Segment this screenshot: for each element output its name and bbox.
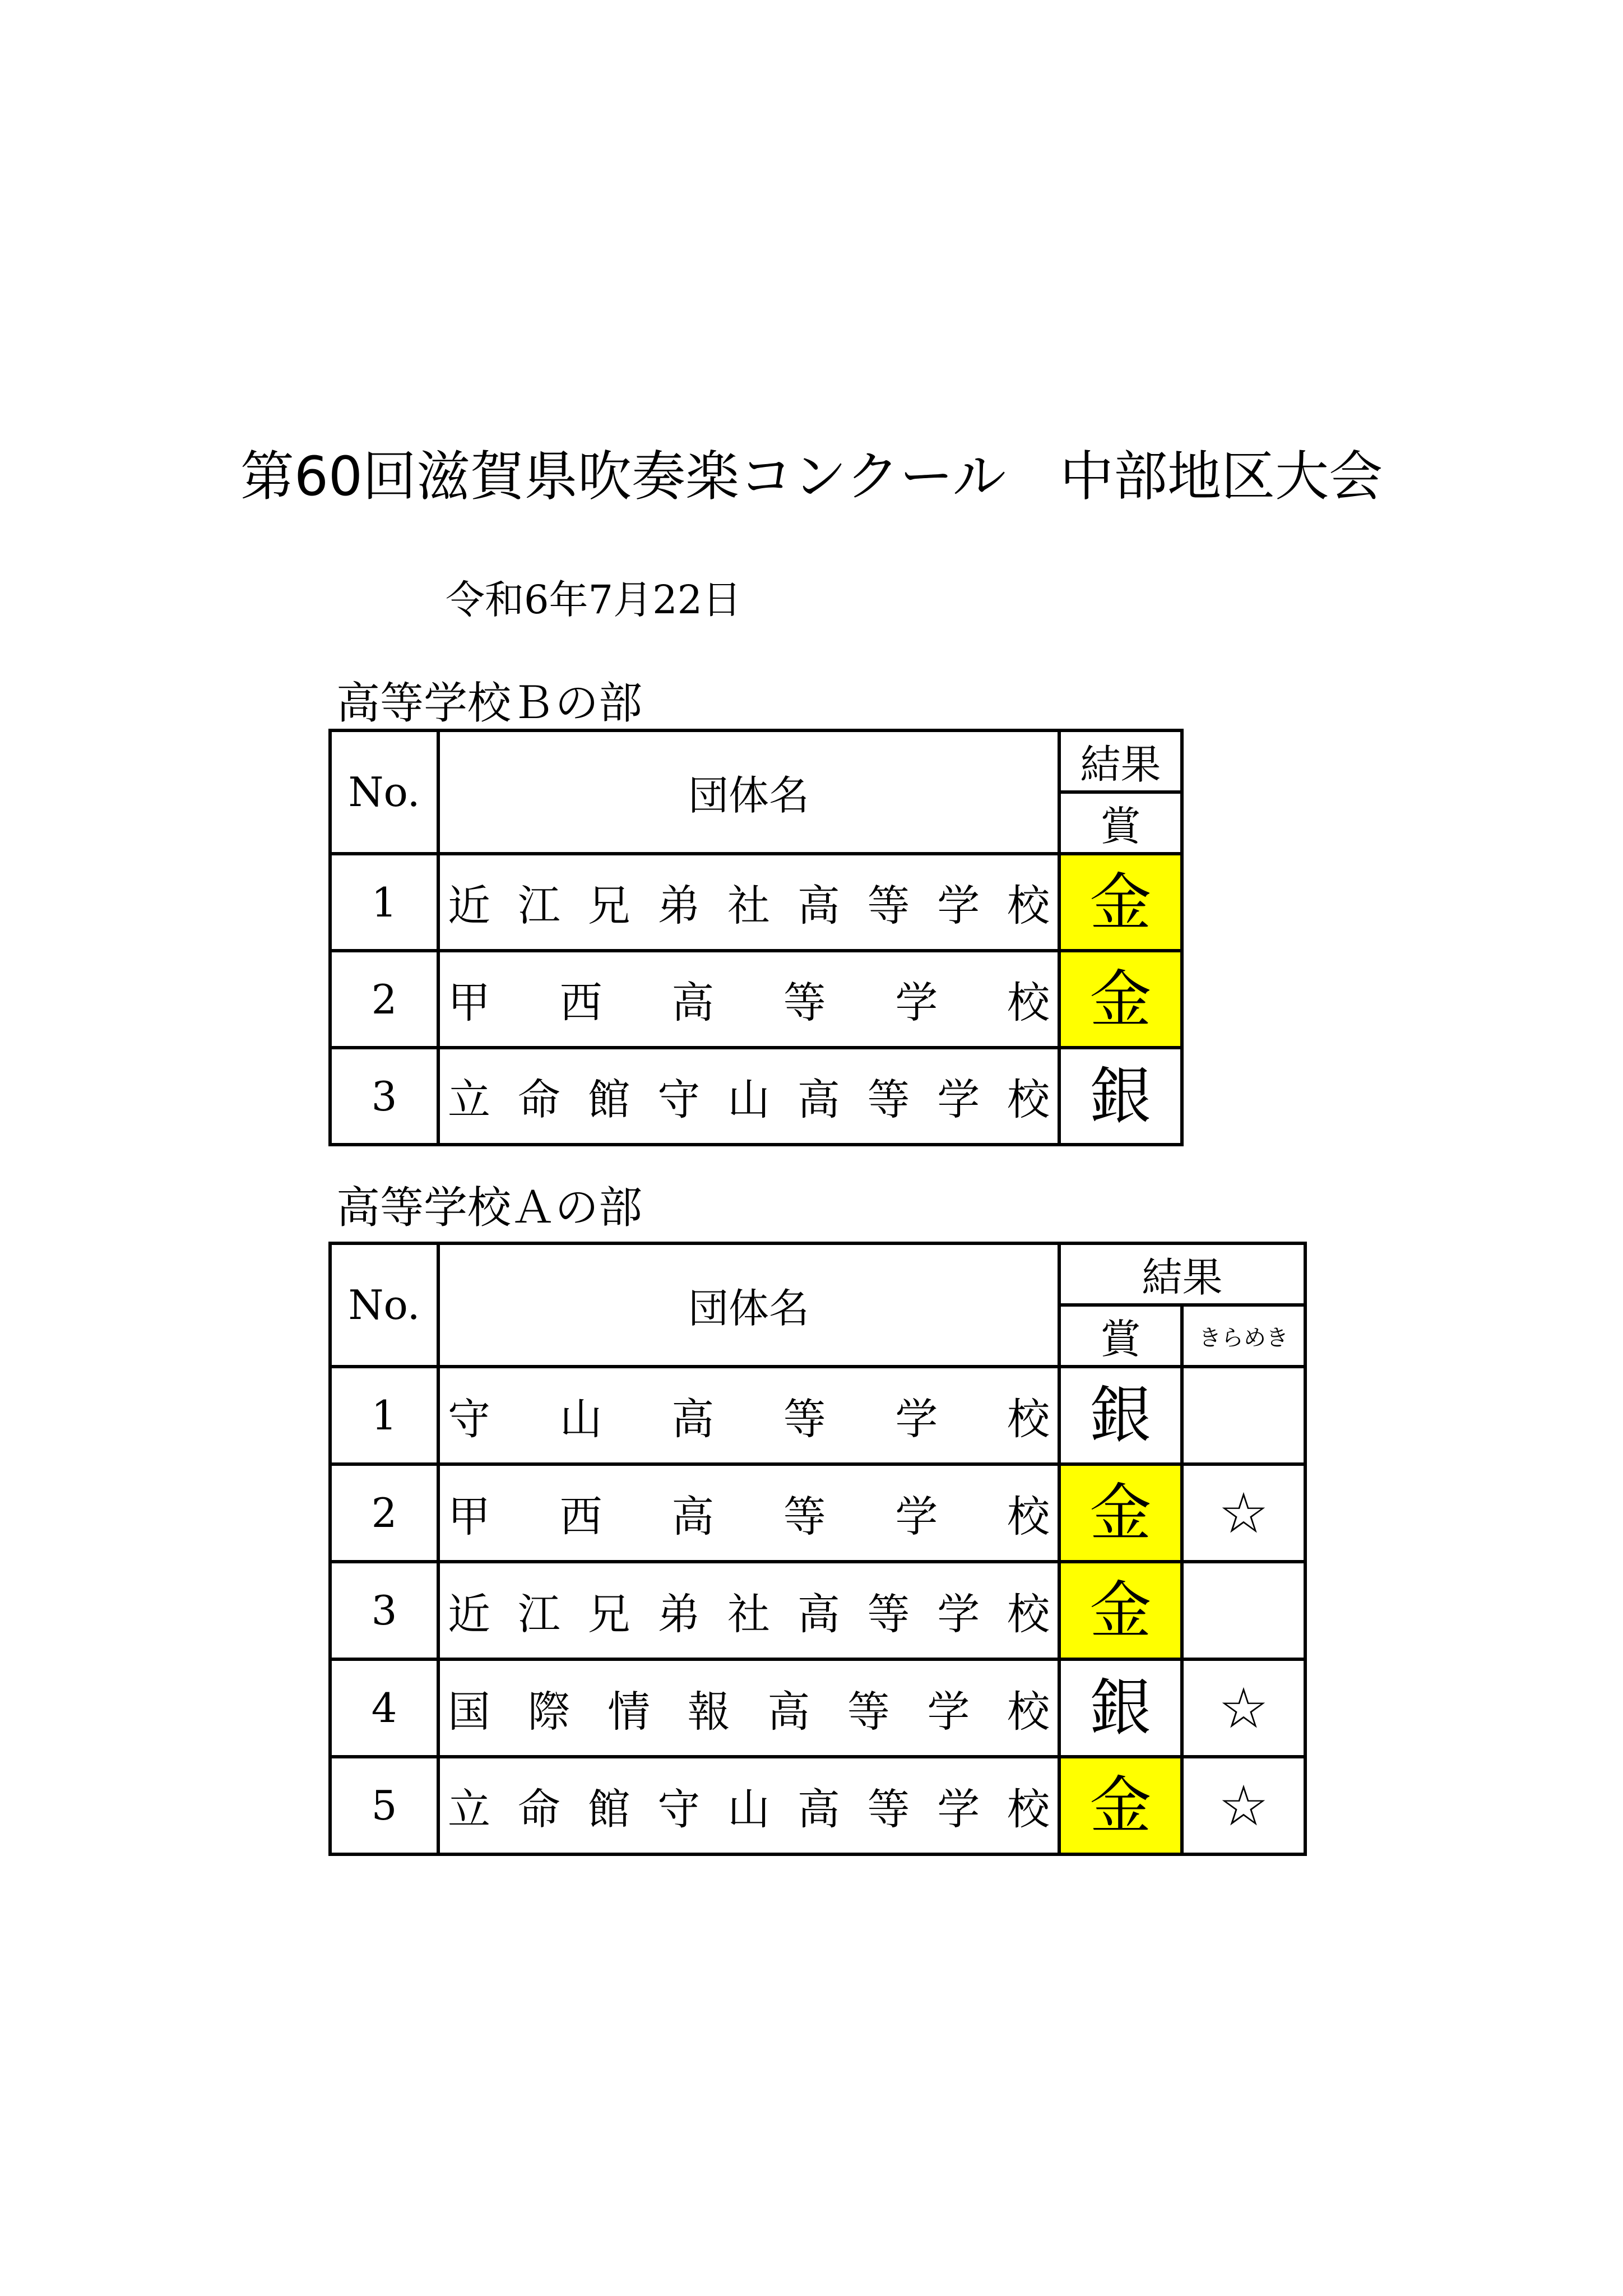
section-a-label: 高等学校Ａの部 xyxy=(336,1183,643,1233)
event-date: 令和6年7月22日 xyxy=(446,577,742,623)
school-name: 守 山 高 等 学 校 xyxy=(448,1394,1050,1444)
row-number: 3 xyxy=(330,1048,438,1145)
award-silver: 銀 xyxy=(1059,1659,1182,1757)
school-name-cell xyxy=(438,1562,1059,1659)
header-name: 団体名 xyxy=(438,730,1059,854)
kirameki-star: ☆ xyxy=(1182,1464,1305,1562)
table-row xyxy=(330,951,1182,1048)
table-row xyxy=(330,1659,1305,1757)
results-table-a xyxy=(328,1242,1307,1856)
school-name: 甲 西 高 等 学 校 xyxy=(448,1491,1050,1542)
header-kirameki: きらめき xyxy=(1182,1305,1305,1367)
header-no: No. xyxy=(330,730,438,854)
school-name-cell xyxy=(438,951,1059,1048)
row-number: 3 xyxy=(330,1562,438,1659)
award-gold: 金 xyxy=(1059,1757,1182,1854)
school-name: 近 江 兄 弟 社 高 等 学 校 xyxy=(448,1589,1050,1639)
header-name: 団体名 xyxy=(438,1243,1059,1367)
award-silver: 銀 xyxy=(1059,1048,1182,1145)
school-name: 国 際 情 報 高 等 学 校 xyxy=(448,1686,1050,1737)
school-name: 近 江 兄 弟 社 高 等 学 校 xyxy=(448,881,1050,931)
award-silver: 銀 xyxy=(1059,1367,1182,1464)
school-name-cell xyxy=(438,1367,1059,1464)
header-result: 結果 xyxy=(1059,730,1182,792)
school-name-cell xyxy=(438,1659,1059,1757)
school-name-cell xyxy=(438,1048,1059,1145)
row-number: 1 xyxy=(330,854,438,951)
header-award: 賞 xyxy=(1059,792,1182,854)
kirameki-star xyxy=(1182,1367,1305,1464)
row-number: 1 xyxy=(330,1367,438,1464)
header-award: 賞 xyxy=(1059,1305,1182,1367)
kirameki-star xyxy=(1182,1562,1305,1659)
kirameki-star: ☆ xyxy=(1182,1659,1305,1757)
row-number: 5 xyxy=(330,1757,438,1854)
award-gold: 金 xyxy=(1059,1464,1182,1562)
school-name: 立 命 館 守 山 高 等 学 校 xyxy=(448,1784,1050,1834)
results-table-b xyxy=(328,729,1184,1146)
award-gold: 金 xyxy=(1059,1562,1182,1659)
school-name: 立 命 館 守 山 高 等 学 校 xyxy=(448,1075,1050,1124)
award-gold: 金 xyxy=(1059,854,1182,951)
table-row xyxy=(330,1757,1305,1854)
school-name: 甲 西 高 等 学 校 xyxy=(448,978,1050,1027)
table-row xyxy=(330,854,1182,951)
row-number: 4 xyxy=(330,1659,438,1757)
school-name-cell xyxy=(438,854,1059,951)
school-name-cell xyxy=(438,1757,1059,1854)
section-b-label: 高等学校Ｂの部 xyxy=(336,678,643,729)
table-row xyxy=(330,1048,1182,1145)
table-row xyxy=(330,1562,1305,1659)
school-name-cell xyxy=(438,1464,1059,1562)
header-no: No. xyxy=(330,1243,438,1367)
page-title: 第60回滋賀県吹奏楽コンクール 中部地区大会 xyxy=(240,445,1383,508)
kirameki-star: ☆ xyxy=(1182,1757,1305,1854)
table-row xyxy=(330,1464,1305,1562)
row-number: 2 xyxy=(330,951,438,1048)
table-row xyxy=(330,1367,1305,1464)
award-gold: 金 xyxy=(1059,951,1182,1048)
row-number: 2 xyxy=(330,1464,438,1562)
header-result: 結果 xyxy=(1059,1243,1305,1305)
